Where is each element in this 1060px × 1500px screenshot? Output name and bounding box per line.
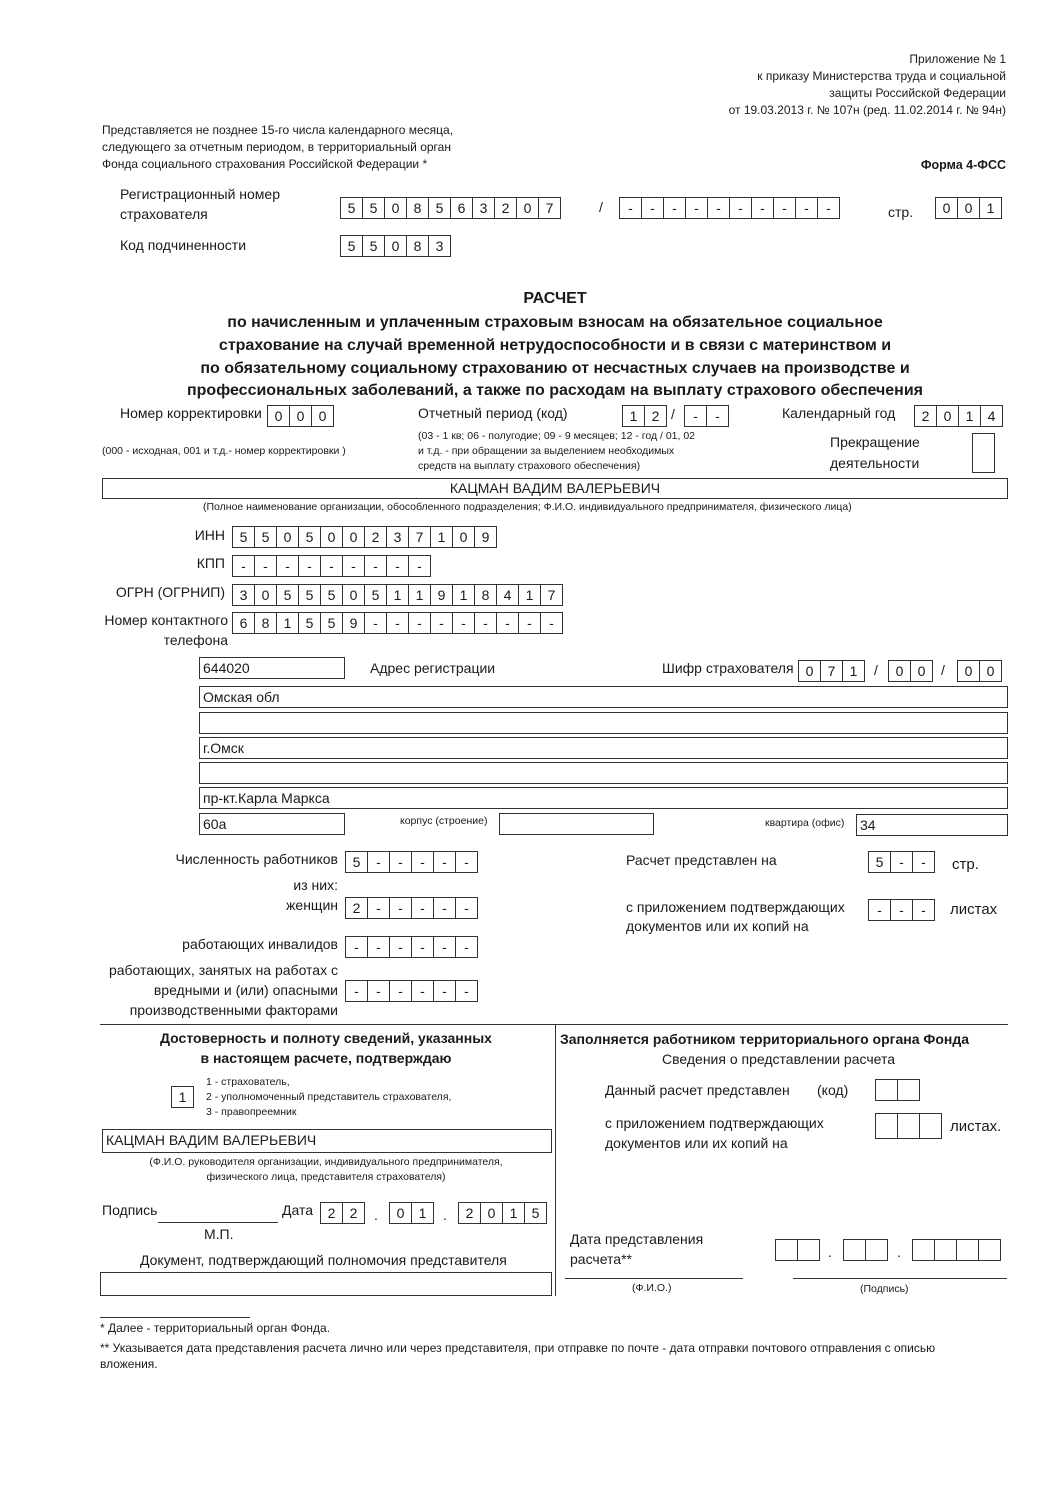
digit-cell: - [773, 197, 796, 219]
digit-cell: 0 [957, 660, 980, 682]
digit-cell: - [411, 936, 434, 958]
att-label-1: с приложением подтверждающих [626, 899, 845, 915]
digit-cell: - [364, 555, 387, 577]
insurer-code-label: Шифр страхователя [662, 660, 794, 676]
code-slash-1: / [874, 662, 878, 678]
digit-cell: 7 [540, 584, 563, 606]
digit-cell: - [320, 555, 343, 577]
digit-cell: - [890, 851, 913, 873]
digit-cell: 1 [430, 526, 453, 548]
digit-cell: - [389, 897, 412, 919]
confirm-title-1: Достоверность и полноту сведений, указанных [160, 1030, 492, 1046]
digit-cell: - [641, 197, 664, 219]
of-them-label: из них: [293, 877, 338, 893]
digit-cell: 2 [320, 1202, 343, 1224]
digit-cell: 3 [386, 526, 409, 548]
sub-code[interactable] [340, 235, 451, 257]
stop-label: Прекращение [830, 434, 920, 450]
digit-cell: - [474, 612, 497, 634]
digit-cell: - [276, 555, 299, 577]
digit-cell: 5 [345, 851, 368, 873]
digit-cell: 0 [276, 526, 299, 548]
digit-cell: 0 [910, 660, 933, 682]
digit-cell: - [367, 980, 390, 1002]
sub-code-label: Код подчиненности [120, 237, 247, 253]
digit-cell: 3 [232, 584, 255, 606]
digit-cell: - [254, 555, 277, 577]
digit-cell: 5 [364, 584, 387, 606]
digit-cell: - [663, 197, 686, 219]
digit-cell: 5 [340, 197, 363, 219]
signer-note-1: (Ф.И.О. руководителя организации, индивидуального предпринимателя, [149, 1156, 503, 1168]
digit-cell: - [433, 897, 456, 919]
corr-label: Номер корректировки [120, 405, 262, 421]
digit-cell: - [685, 197, 708, 219]
signer-note-2: физического лица, представителя страхователя) [206, 1171, 446, 1183]
digit-cell: 5 [254, 526, 277, 548]
footnote-rule [100, 1317, 250, 1318]
digit-cell: 4 [980, 405, 1003, 427]
digit-cell: 1 [979, 197, 1002, 219]
digit-cell: 9 [474, 526, 497, 548]
fio-line[interactable] [565, 1278, 743, 1279]
digit-cell: - [518, 612, 541, 634]
digit-cell: - [345, 936, 368, 958]
digit-cell: 5 [362, 235, 385, 257]
digit-cell: 2 [914, 405, 937, 427]
reg-number[interactable] [340, 197, 561, 219]
digit-cell: 7 [408, 526, 431, 548]
reg-slash: / [599, 199, 603, 215]
digit-cell: - [729, 197, 752, 219]
kpp-label: КПП [196, 555, 225, 571]
digit-cell: 0 [888, 660, 911, 682]
fund-date-label-1: Дата представления [570, 1231, 704, 1247]
digit-cell: 5 [868, 851, 891, 873]
digit-cell: - [411, 980, 434, 1002]
digit-cell: - [455, 936, 478, 958]
building-field[interactable] [499, 813, 654, 835]
women-count[interactable] [345, 897, 478, 919]
digit-cell: - [430, 612, 453, 634]
digit-cell: - [342, 555, 365, 577]
att-count[interactable] [868, 899, 935, 921]
insurer-code-1[interactable] [798, 660, 865, 682]
zip-field[interactable]: 644020 [199, 657, 345, 679]
signature-line[interactable] [158, 1222, 278, 1223]
authority-doc-label: Документ, подтверждающий полномочия представителя [140, 1252, 507, 1268]
signer-name[interactable]: КАЦМАН ВАДИМ ВАЛЕРЬЕВИЧ [102, 1129, 552, 1153]
house-field[interactable]: 60а [199, 813, 345, 835]
corr-note: (000 - исходная, 001 и т.д.- номер корректировки ) [102, 445, 346, 457]
fund-date-dot-1: . [828, 1244, 832, 1260]
vertical-divider [555, 1024, 556, 1296]
harmful-label-3: производственными факторами [129, 1002, 338, 1018]
digit-cell: - [540, 612, 563, 634]
period-note-1: (03 - 1 кв; 06 - полугодие; 09 - 9 месяцев; 12 - год / 01, 02 [418, 430, 696, 442]
digit-cell: 1 [622, 405, 645, 427]
fund-att-label-2: документов или их копий на [605, 1135, 788, 1151]
date-year[interactable] [458, 1202, 547, 1224]
fund-title: Заполняется работником территориального органа Фонда [560, 1031, 969, 1047]
digit-cell: 1 [276, 612, 299, 634]
year[interactable] [914, 405, 1003, 427]
section-divider [100, 1024, 1008, 1025]
digit-cell: 0 [267, 405, 290, 427]
period-slash: / [671, 406, 675, 422]
digit-cell: - [912, 899, 935, 921]
doc-title-line-3: по обязательному социальному страхованию от несчастных случаев на производстве и [200, 360, 910, 377]
digit-cell: - [367, 936, 390, 958]
digit-cell: 0 [979, 660, 1002, 682]
doc-title-line-1: по начисленным и уплаченным страховым взносам на обязательное социальное [227, 314, 883, 331]
district-field[interactable] [199, 712, 1008, 734]
digit-cell: 1 [411, 1202, 434, 1224]
digit-cell: - [706, 405, 729, 427]
address-label: Адрес регистрации [370, 660, 496, 676]
digit-cell: 0 [254, 584, 277, 606]
doc-title-line-2: страхование на случай временной нетрудоспособности и в связи с материнством и [218, 337, 892, 354]
digit-cell: - [452, 612, 475, 634]
disabled-count[interactable] [345, 936, 478, 958]
digit-cell: 0 [389, 1202, 412, 1224]
stop-label-2: деятельности [830, 455, 920, 471]
inn[interactable] [232, 526, 497, 548]
date-label: Дата [282, 1202, 314, 1218]
digit-cell: - [232, 555, 255, 577]
corr-number[interactable] [267, 405, 334, 427]
digit-cell: - [619, 197, 642, 219]
digit-cell: - [411, 897, 434, 919]
digit-cell: 0 [957, 197, 980, 219]
fund-date-dot-2: . [897, 1244, 901, 1260]
digit-cell: 0 [311, 405, 334, 427]
digit-cell: 1 [842, 660, 865, 682]
digit-cell: 0 [452, 526, 475, 548]
footnote-2: ** Указывается дата представления расчета лично или через представителя, при отправке по почте - дата отправки почтового отправления с описью [100, 1341, 936, 1355]
footnote-3: вложения. [100, 1357, 158, 1371]
city-field[interactable]: г.Омск [199, 737, 1008, 759]
digit-cell: 1 [452, 584, 475, 606]
pages-unit: стр. [952, 856, 979, 873]
digit-cell: 2 [345, 897, 368, 919]
digit-cell: - [367, 897, 390, 919]
date-month[interactable] [389, 1202, 434, 1224]
women-label: женщин [286, 897, 338, 913]
flat-field[interactable]: 34 [856, 814, 1008, 836]
digit-cell: - [298, 555, 321, 577]
digit-cell: 2 [494, 197, 517, 219]
digit-cell: - [386, 555, 409, 577]
digit-cell: 0 [798, 660, 821, 682]
digit-cell: - [795, 197, 818, 219]
digit-cell: 8 [406, 197, 429, 219]
signer-option-2: 2 - уполномоченный представитель страхователя, [206, 1091, 452, 1103]
sign-line[interactable] [793, 1278, 1007, 1279]
digit-cell: - [433, 936, 456, 958]
street-field[interactable]: пр-кт.Карла Маркса [199, 787, 1008, 809]
fund-att-label-1: с приложением подтверждающих [605, 1115, 824, 1131]
digit-cell: 0 [384, 197, 407, 219]
digit-cell: 4 [496, 584, 519, 606]
period-note-3: средств на выплату страхового обеспечения) [418, 460, 641, 472]
fund-code-label: (код) [817, 1082, 849, 1098]
insurer-code-3[interactable] [957, 660, 1002, 682]
digit-cell: - [751, 197, 774, 219]
digit-cell: - [890, 899, 913, 921]
digit-cell: 5 [428, 197, 451, 219]
kpp[interactable] [232, 555, 431, 577]
code-slash-2: / [941, 662, 945, 678]
date-dot-2: . [443, 1207, 447, 1223]
digit-cell: 6 [232, 612, 255, 634]
ogrn-label: ОГРН (ОГРНИП) [115, 584, 225, 600]
doc-title-line-4: профессиональных заболеваний, а также по расходам на выплату страхового обеспечения [186, 382, 924, 399]
digit-cell: 9 [342, 612, 365, 634]
year-label: Календарный год [782, 405, 896, 421]
digit-cell: 1 [386, 584, 409, 606]
org-name[interactable]: КАЦМАН ВАДИМ ВАЛЕРЬЕВИЧ [102, 478, 1008, 499]
phone-label-2: телефона [163, 632, 228, 648]
staff-count[interactable] [345, 851, 478, 873]
digit-cell: - [868, 899, 891, 921]
page-number[interactable] [935, 197, 1002, 219]
digit-cell: - [455, 897, 478, 919]
digit-cell: 5 [298, 526, 321, 548]
locality-field[interactable] [199, 762, 1008, 784]
digit-cell: 5 [340, 235, 363, 257]
digit-cell: 9 [430, 584, 453, 606]
insurer-code-2[interactable] [888, 660, 933, 682]
period-sub[interactable] [684, 405, 729, 427]
digit-cell: 5 [276, 584, 299, 606]
inn-label: ИНН [194, 527, 225, 543]
footnote-1: * Далее - территориальный орган Фонда. [100, 1321, 331, 1335]
digit-cell: 6 [450, 197, 473, 219]
att-label-2: документов или их копий на [626, 918, 809, 934]
reg-label: Регистрационный номер [120, 186, 280, 202]
digit-cell: 7 [820, 660, 843, 682]
digit-cell: - [455, 851, 478, 873]
digit-cell: 0 [936, 405, 959, 427]
digit-cell: - [411, 851, 434, 873]
digit-cell: - [364, 612, 387, 634]
region-field[interactable]: Омская обл [199, 686, 1008, 708]
digit-cell: - [389, 936, 412, 958]
digit-cell: 0 [480, 1202, 503, 1224]
pages-label: Расчет представлен на [626, 852, 777, 868]
digit-cell: - [433, 851, 456, 873]
digit-cell: - [386, 612, 409, 634]
digit-cell: 2 [342, 1202, 365, 1224]
confirm-title-2: в настоящем расчете, подтверждаю [200, 1050, 452, 1066]
fio-note: (Ф.И.О.) [632, 1282, 672, 1294]
reg-number-rest[interactable] [619, 197, 840, 219]
fund-date-month[interactable] [843, 1239, 888, 1261]
sign-note: (Подпись) [860, 1283, 909, 1295]
staff-count-label: Численность работников [175, 851, 338, 867]
digit-cell: - [408, 555, 431, 577]
fund-date-year[interactable] [912, 1239, 1001, 1261]
att-unit: листах [950, 901, 998, 918]
ogrn[interactable] [232, 584, 563, 606]
harmful-label-1: работающих, занятых на работах с [108, 962, 338, 978]
digit-cell: - [817, 197, 840, 219]
digit-cell: 8 [474, 584, 497, 606]
signer-option-3: 3 - правопреемник [206, 1106, 297, 1118]
digit-cell: 5 [320, 584, 343, 606]
digit-cell: 1 [958, 405, 981, 427]
signature-label: Подпись [102, 1202, 158, 1218]
signer-option-1: 1 - страхователь, [206, 1076, 290, 1088]
harmful-count[interactable] [345, 980, 478, 1002]
fund-date-day[interactable] [775, 1239, 820, 1261]
digit-cell: 2 [364, 526, 387, 548]
digit-cell: 7 [538, 197, 561, 219]
digit-cell: - [345, 980, 368, 1002]
digit-cell: 0 [342, 526, 365, 548]
org-name-note: (Полное наименование организации, обособленного подразделения; Ф.И.О. индивидуального предпринимателя, физического лица) [203, 501, 852, 513]
digit-cell: - [684, 405, 707, 427]
phone-label: Номер контактного [104, 612, 228, 628]
digit-cell: 0 [289, 405, 312, 427]
digit-cell: 2 [458, 1202, 481, 1224]
doc-title: РАСЧЕТ [523, 290, 587, 307]
period-note-2: и т.д. - при обращении за выделением необходимых [418, 445, 675, 457]
digit-cell: 3 [428, 235, 451, 257]
period-code[interactable] [622, 405, 667, 427]
period-label: Отчетный период (код) [418, 405, 568, 421]
signer-type[interactable]: 1 [171, 1086, 194, 1108]
fund-att-unit: листах. [950, 1118, 1002, 1135]
digit-cell: 1 [518, 584, 541, 606]
digit-cell: 0 [320, 526, 343, 548]
flat-label: квартира (офис) [765, 817, 845, 829]
digit-cell: - [707, 197, 730, 219]
digit-cell: 1 [408, 584, 431, 606]
digit-cell: 0 [342, 584, 365, 606]
disabled-label: работающих инвалидов [182, 936, 338, 952]
digit-cell: - [496, 612, 519, 634]
digit-cell: - [455, 980, 478, 1002]
digit-cell: - [408, 612, 431, 634]
digit-cell: 5 [320, 612, 343, 634]
date-dot-1: . [374, 1207, 378, 1223]
fund-date-label-2: расчета** [570, 1251, 632, 1267]
digit-cell: - [389, 851, 412, 873]
stop-checkbox[interactable] [972, 433, 995, 473]
digit-cell: 5 [362, 197, 385, 219]
form-name: Форма 4-ФСС [920, 158, 1006, 172]
digit-cell: 8 [406, 235, 429, 257]
digit-cell: - [912, 851, 935, 873]
digit-cell: 5 [232, 526, 255, 548]
digit-cell: - [433, 980, 456, 1002]
digit-cell: 0 [384, 235, 407, 257]
digit-cell: - [367, 851, 390, 873]
fund-att-count[interactable] [875, 1113, 942, 1139]
reg-label-2: страхователя [120, 206, 208, 222]
digit-cell: - [389, 980, 412, 1002]
date-day[interactable] [320, 1202, 365, 1224]
digit-cell: 3 [472, 197, 495, 219]
digit-cell: 1 [502, 1202, 525, 1224]
digit-cell: 5 [524, 1202, 547, 1224]
digit-cell: 5 [298, 584, 321, 606]
phone[interactable] [232, 612, 563, 634]
fund-submitted-label: Данный расчет представлен [605, 1082, 790, 1098]
digit-cell: 2 [644, 405, 667, 427]
pages-count[interactable] [868, 851, 935, 873]
harmful-label-2: вредными и (или) опасными [153, 982, 338, 998]
authority-doc-field[interactable] [100, 1272, 552, 1296]
digit-cell: 0 [516, 197, 539, 219]
fund-code[interactable] [875, 1079, 920, 1101]
fund-subtitle: Сведения о представлении расчета [662, 1051, 895, 1067]
digit-cell: 0 [935, 197, 958, 219]
stamp-label: М.П. [204, 1226, 234, 1242]
digit-cell: 5 [298, 612, 321, 634]
building-label: корпус (строение) [400, 815, 488, 827]
digit-cell: 8 [254, 612, 277, 634]
page-label: стр. [888, 204, 914, 220]
